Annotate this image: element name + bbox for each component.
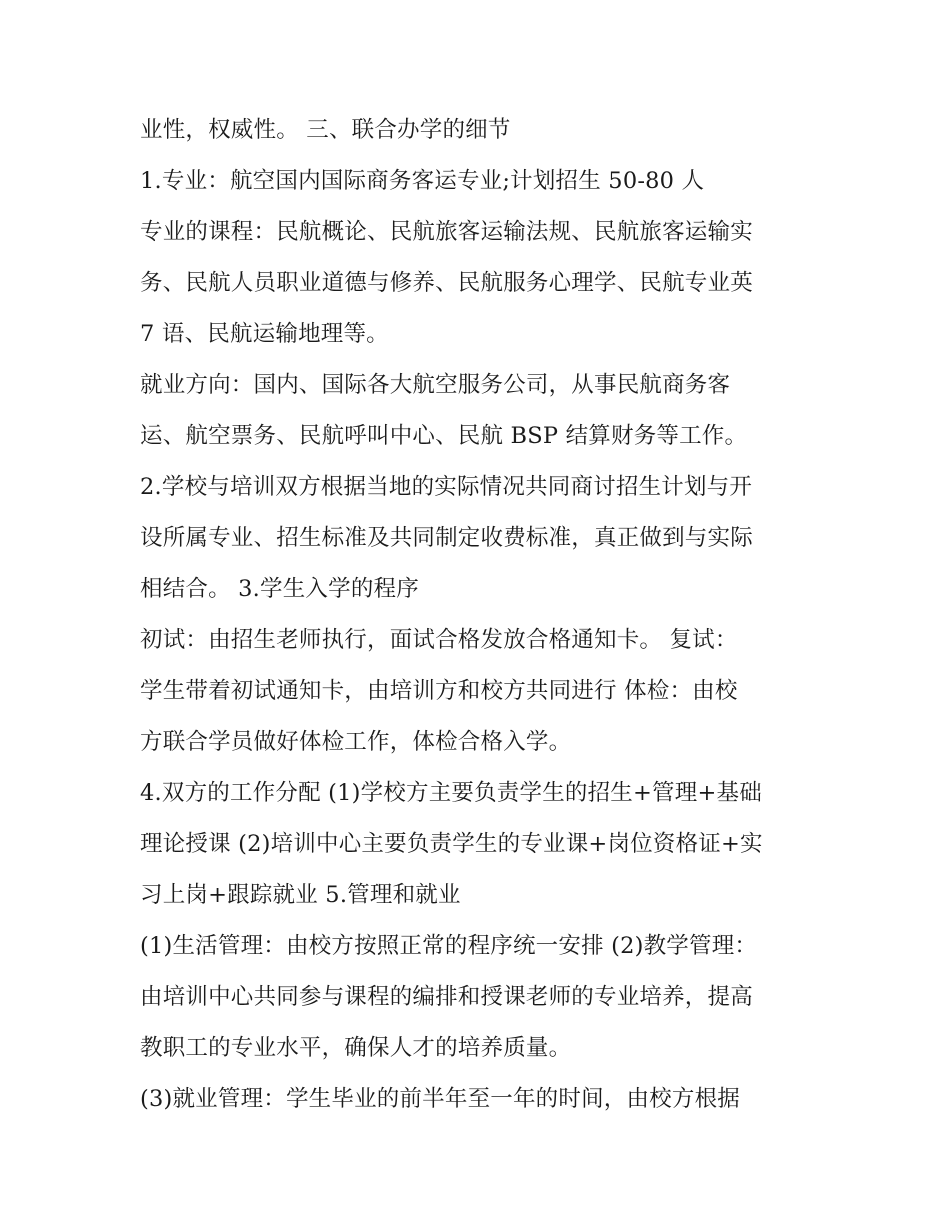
- text-line: 4.双方的工作分配 (1)学校方主要负责学生的招生+管理+基础: [140, 780, 762, 806]
- text-line: 理论授课 (2)培训中心主要负责学生的专业课+岗位资格证+实: [140, 831, 763, 857]
- text-line: 初试：由招生老师执行，面试合格发放合格通知卡。 复试：: [140, 627, 738, 653]
- text-line: 就业方向：国内、国际各大航空服务公司，从事民航商务客: [140, 372, 731, 398]
- text-line: 运、航空票务、民航呼叫中心、民航 BSP 结算财务等工作。: [140, 423, 748, 449]
- text-line: 7 语、民航运输地理等。: [140, 321, 389, 347]
- text-line: 习上岗+跟踪就业 5.管理和就业: [140, 882, 461, 908]
- text-body: [140, 108, 830, 1128]
- text-line: 方联合学员做好体检工作，体检合格入学。: [140, 729, 572, 755]
- text-line: (3)就业管理：学生毕业的前半年至一年的时间，由校方根据: [140, 1086, 740, 1112]
- text-line: 专业的课程：民航概论、民航旅客运输法规、民航旅客运输实: [140, 219, 753, 245]
- text-line: 教职工的专业水平，确保人才的培养质量。: [140, 1035, 572, 1061]
- text-line: 1.专业：航空国内国际商务客运专业;计划招生 50-80 人: [140, 168, 705, 194]
- text-line: 学生带着初试通知卡，由培训方和校方共同进行 体检：由校: [140, 678, 738, 704]
- text-line: (1)生活管理：由校方按照正常的程序统一安排 (2)教学管理：: [140, 933, 758, 959]
- text-line: 务、民航人员职业道德与修养、民航服务心理学、民航专业英: [140, 270, 753, 296]
- text-line: 相结合。 3.学生入学的程序: [140, 576, 419, 602]
- text-line: 业性，权威性。 三、联合办学的细节: [140, 117, 511, 143]
- text-line: 设所属专业、招生标准及共同制定收费标准，真正做到与实际: [140, 525, 753, 551]
- text-line: 由培训中心共同参与课程的编排和授课老师的专业培养，提高: [140, 984, 753, 1010]
- text-line: 2.学校与培训双方根据当地的实际情况共同商讨招生计划与开: [140, 474, 753, 500]
